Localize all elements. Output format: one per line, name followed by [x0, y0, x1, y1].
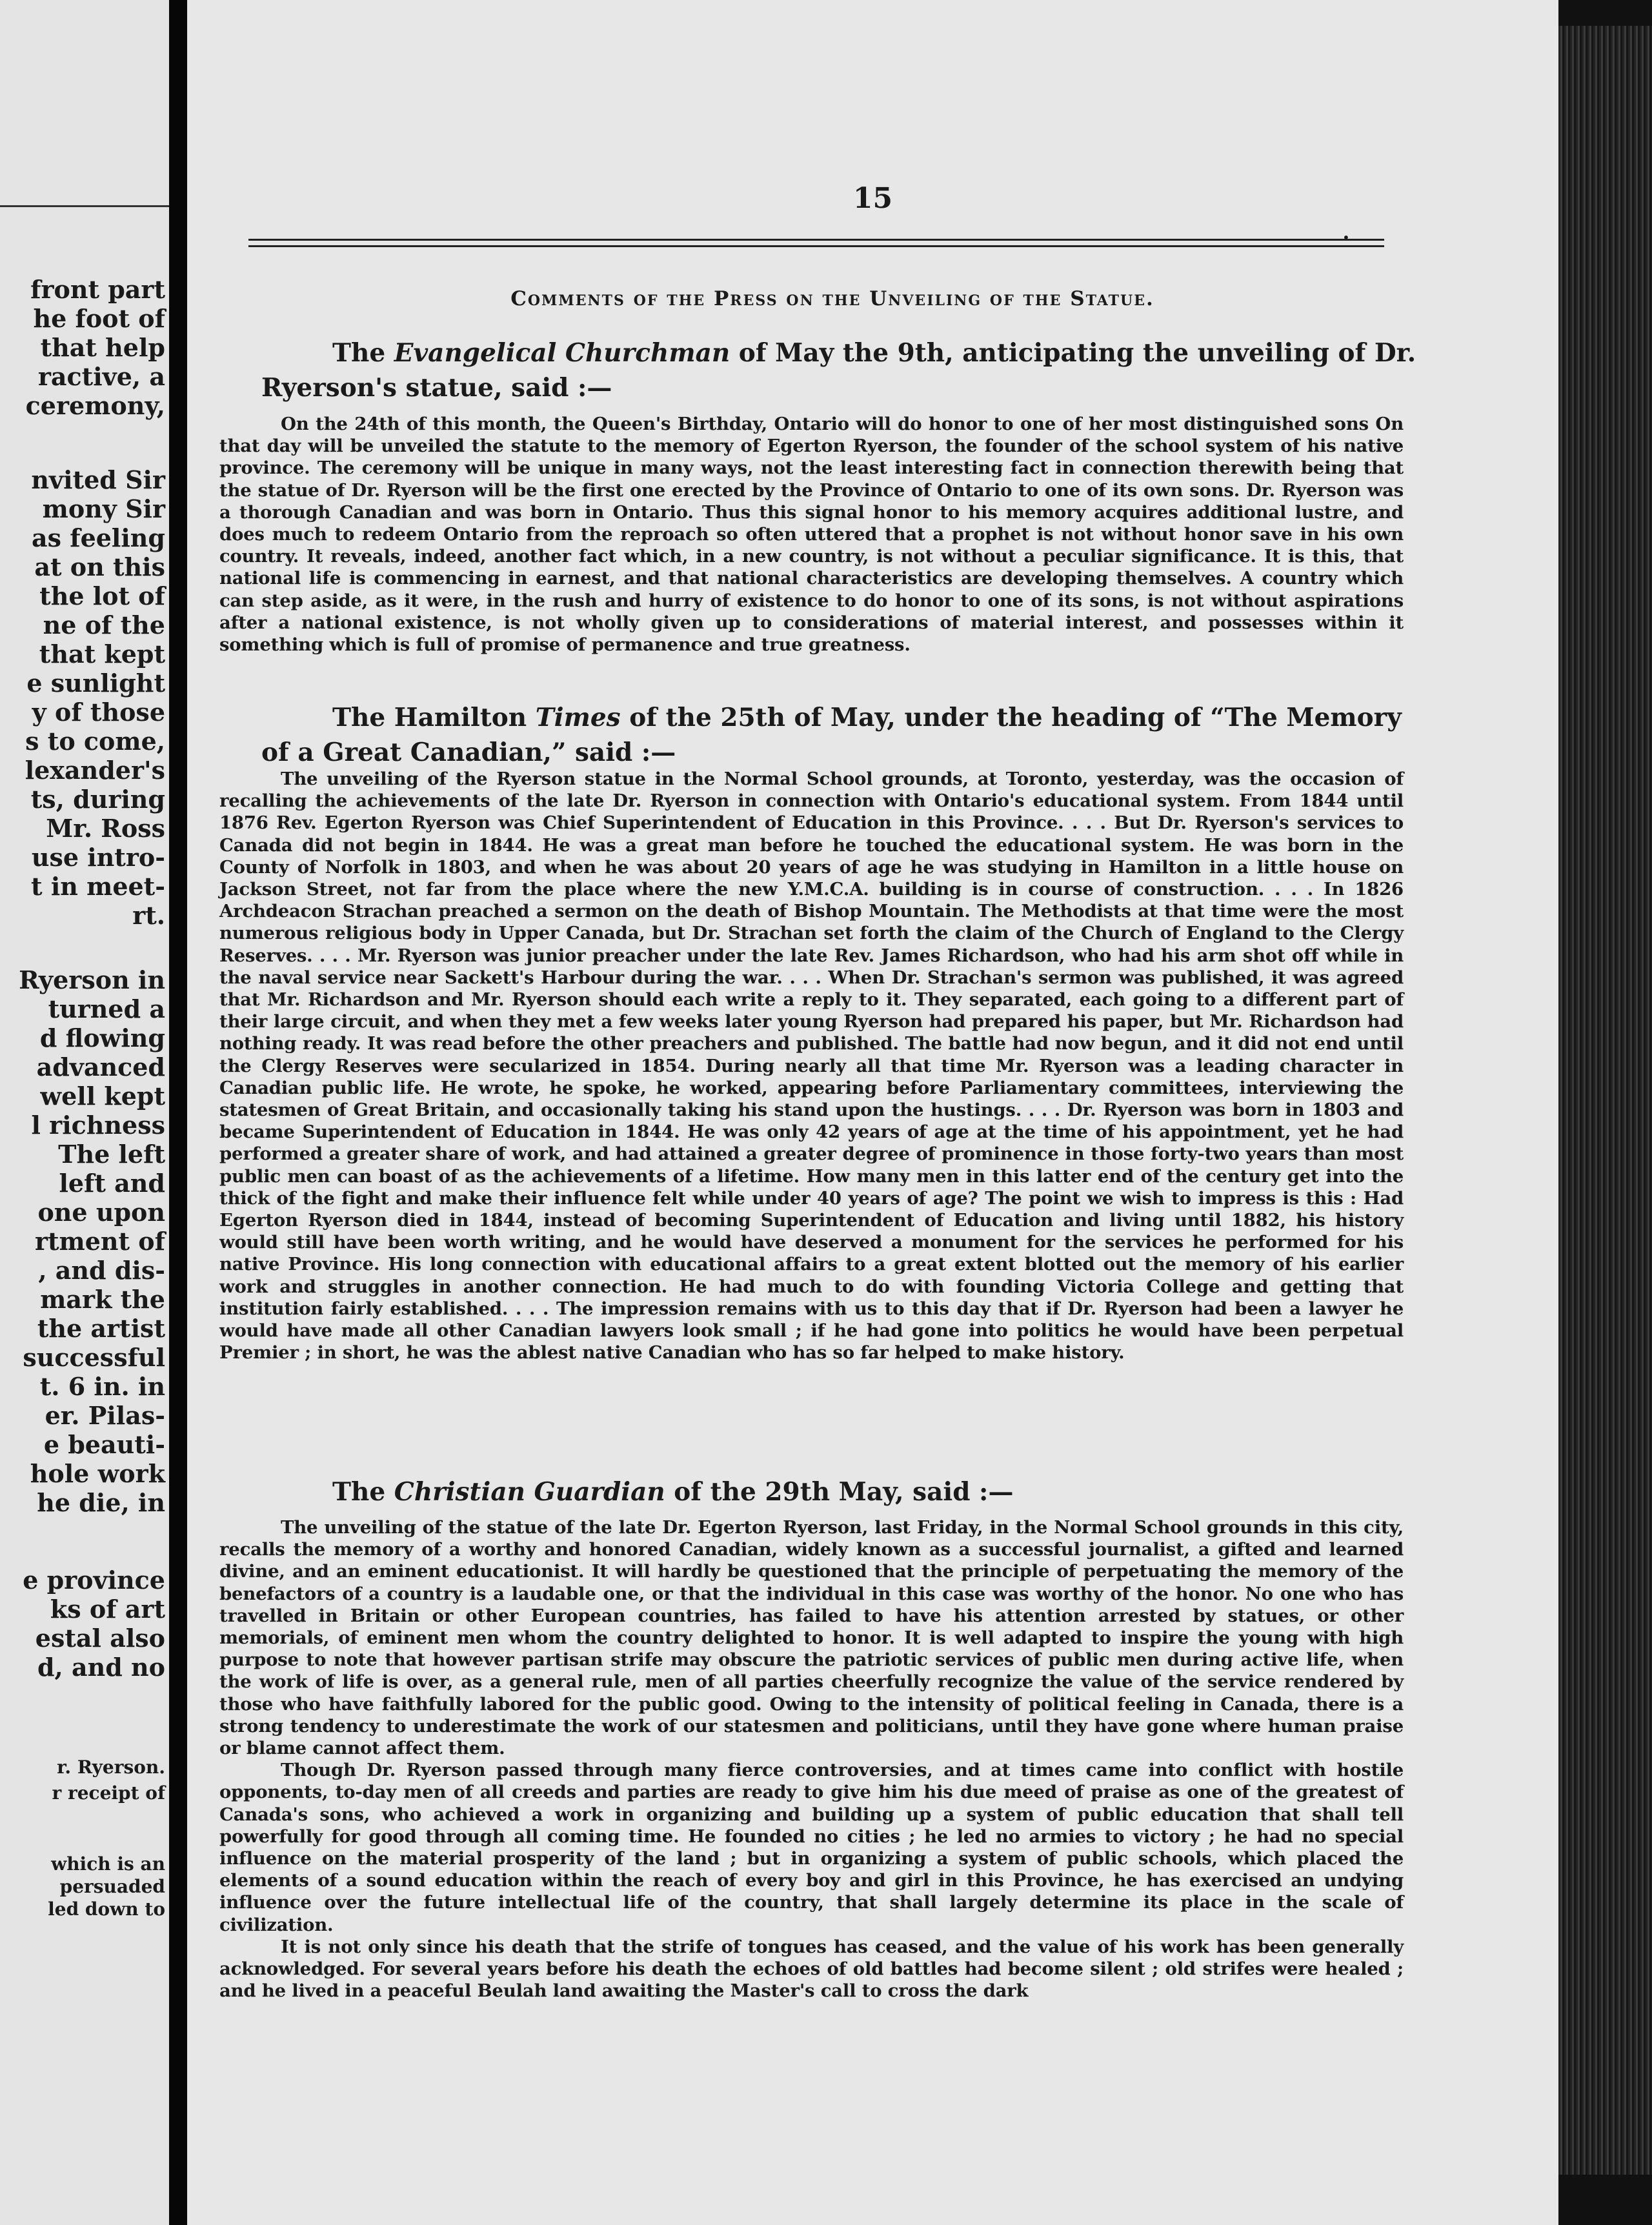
rule-ornament: • — [1342, 230, 1350, 245]
facing-page-line: hole work — [30, 1459, 165, 1488]
facing-page-line: e beauti- — [43, 1430, 165, 1459]
book-page — [187, 0, 1558, 2225]
facing-page-line: estal also — [35, 1624, 165, 1653]
facing-page-line: t. 6 in. in — [39, 1372, 165, 1401]
facing-page-line: , and dis- — [38, 1256, 165, 1285]
intro-christian-guardian: The Christian Guardian of the 29th May, said :— — [332, 1477, 1014, 1507]
facing-page-line: led down to — [48, 1898, 165, 1920]
quote-paragraph: On the 24th of this month, the Queen's Birthday, Ontario will do honor to one of her most distinguished sons On that day will be unveiled the statute to the memory of Egerton Ryerson, the founder of the school system of his native province. The ceremony will be unique in many ways, not the least interesting fact in connection therewith being that the statue of Dr. Ryerson will be the first one erected by the Province of Ontario to one of its own sons. Dr. Ryerson was a thorough Canadian and was born in Ontario. Thus this signal honor to his memory acquires additional lustre, and does much to redeem Ontario from the reproach so often uttered that a prophet is not without honor save in his own country. It reveals, indeed, another fact which, in a new country, is not without a peculiar significance. It is this, that national life is commencing in earnest, and that national characteristics are developing themselves. A country which can step aside, as it were, in the rush and hurry of existence to do honor to one of its sons, is not without aspirations after a national existence, is not wholly given up to considerations of material interest, and possesses within it something which is full of promise of permanence and true greatness. — [219, 414, 1404, 656]
facing-page-line: use intro- — [31, 843, 165, 872]
facing-page-line: ne of the — [43, 610, 165, 639]
facing-page-line: left and — [59, 1169, 165, 1198]
publication-name: Times — [535, 703, 621, 732]
facing-page-line: which is an — [51, 1853, 165, 1875]
facing-page-line: advanced — [36, 1052, 165, 1082]
facing-page-line: rtment of — [34, 1227, 165, 1256]
quote-paragraph: Though Dr. Ryerson passed through many fierce controversies, and at times came into conflict with hostile opponents, to-day men of all creeds and parties are ready to give him his due meed of praise as one of the greatest of Canada's sons, who achieved a work in organizing and building up a system of public education that shall tell powerfully for good through all coming time. He founded no cities ; he led no armies to victory ; he had no special influence on the material prosperity of the land ; but in organizing a system of public schools, which placed the elements of a sound education within the reach of every boy and girl in this Province, he has exercised an undying influence over the future intellectual life of the country, that shall largely determine its place in the scale of civilization. — [219, 1760, 1404, 1935]
facing-page-line: successful — [23, 1343, 165, 1372]
page-number: 15 — [852, 182, 893, 215]
intro-evangelical-churchman: The Evangelical Churchman of May the 9th, anticipating the unveiling of Dr. Ryerson's statue, said :— — [261, 338, 1416, 403]
facing-page-line: ceremony, — [25, 391, 165, 420]
facing-page-line: e sunlight — [26, 669, 165, 698]
facing-page-line: turned a — [48, 994, 165, 1023]
facing-page-rule — [0, 205, 169, 207]
facing-page-line: front part — [30, 275, 165, 304]
facing-page-line: as feeling — [31, 523, 165, 552]
quote-evangelical-churchman — [219, 413, 1404, 656]
facing-page-line: that help — [40, 333, 165, 362]
facing-page-line: y of those — [32, 698, 165, 727]
book-gutter — [169, 0, 187, 2225]
section-heading: Comments of the Press on the Unveiling of the Statue. — [510, 287, 1154, 310]
facing-page-line: ks of art — [50, 1595, 165, 1624]
facing-page-line: he die, in — [37, 1488, 165, 1517]
facing-page-line: The left — [58, 1140, 165, 1169]
quote-hamilton-times — [219, 768, 1404, 1364]
facing-page-line: er. Pilas- — [45, 1401, 165, 1430]
facing-page-line: Mr. Ross — [46, 814, 165, 843]
facing-page-line: t in meet- — [31, 872, 165, 901]
facing-page-line: that kept — [39, 639, 165, 669]
facing-page-line: lexander's — [25, 756, 165, 785]
facing-page-line: ractive, a — [37, 362, 165, 391]
quote-paragraph: The unveiling of the statue of the late Dr. Egerton Ryerson, last Friday, in the Normal School grounds in this city, recalls the memory of a worthy and honored Canadian, widely known as a successful journalist, a gifted and learned divine, and an eminent educationist. It will hardly be questioned that the principle of perpetuating the memory of the benefactors of a country is a laudable one, or that the individual in this case was worthy of the honor. No one who has travelled in Britain or other European countries, has failed to have his attention arrested by statues, or other memorials, of eminent men whom the country delighted to honor. It is well adapted to inspire the young with high purpose to note that however partisan strife may obscure the patriotic services of public men during active life, when the work of life is over, as a general rule, men of all parties cheerfully recognize the value of the service rendered by those who have faithfully labored for the public good. Owing to the intensity of political feeling in Canada, there is a strong tendency to underestimate the work of our statesmen and politicians, until they have gone where human praise or blame cannot affect them. — [219, 1517, 1404, 1759]
facing-page-line: Ryerson in — [19, 965, 165, 994]
intro-hamilton-times: The Hamilton Times of the 25th of May, under the heading of “The Memory of a Great Canadian,” said :— — [261, 703, 1402, 767]
stacked-page-edges — [1558, 26, 1652, 2175]
quote-christian-guardian — [219, 1516, 1404, 2002]
publication-name: Evangelical Churchman — [394, 338, 730, 368]
header-rule — [248, 239, 1384, 241]
quote-paragraph: It is not only since his death that the strife of tongues has ceased, and the value of his work has been generally acknowledged. For several years before his death the echoes of old battles had become silent ; old strifes were healed ; and he lived in a peaceful Beulah land awaiting the Master's call to cross the dark — [219, 1936, 1404, 2002]
facing-page-line: mark the — [40, 1285, 165, 1314]
facing-page-line: d flowing — [39, 1023, 165, 1052]
facing-page-line: one upon — [37, 1198, 165, 1227]
facing-page-line: e province — [23, 1566, 165, 1595]
facing-page-line: the artist — [37, 1314, 165, 1343]
facing-page-line: d, and no — [37, 1653, 165, 1682]
facing-page-line: r. Ryerson. — [57, 1757, 165, 1778]
facing-page-fragment — [0, 0, 169, 2225]
quote-paragraph: The unveiling of the Ryerson statue in the Normal School grounds, at Toronto, yesterday, was the occasion of recalling the achievements of the late Dr. Ryerson in connection with Ontario's educational system. From 1844 until 1876 Rev. Egerton Ryerson was Chief Superintendent of Education in this Province. . . . But Dr. Ryerson's services to Canada did not begin in 1844. He was a great man before he touched the educational system. He was born in the County of Norfolk in 1803, and when he was about 20 years of age he was studying in Hamilton in a little house on Jackson Street, not far from the place where the new Y.M.C.A. building is in course of construction. . . . In 1826 Archdeacon Strachan preached a sermon on the death of Bishop Mountain. The Methodists at that time were the most numerous religious body in Upper Canada, but Dr. Strachan set forth the claim of the Church of England to the Clergy Reserves. . . . Mr. Ryerson was junior preacher under the late Rev. James Richardson, who had his arm shot off while in the naval service near Sackett's Harbour during the war. . . . When Dr. Strachan's sermon was published, it was agreed that Mr. Richardson and Mr. Ryerson should each write a reply to it. They separated, each going to a different part of their large circuit, and when they met a few weeks later young Ryerson had prepared his paper, but Mr. Richardson had nothing ready. It was read before the other preachers and published. The battle had now begun, and it did not end until the Clergy Reserves were secularized in 1854. During nearly all that time Mr. Ryerson was a leading character in Canadian public life. He wrote, he spoke, he worked, appearing before Parliamentary committees, interviewing the statesmen of Great Britain, and occasionally taking his stand upon the hustings. . . . Dr. Ryerson was born in 1803 and became Superintendent of Education in 1844. He was only 42 years of age at the time of his appointment, yet he had performed a greater share of work, and had attained a greater degree of prominence in those forty-two years than most public men can boast of as the achievements of a lifetime. How many men in this latter end of the century get into the thick of the fight and make their influence felt while under 40 years of age? The point we wish to impress is this : Had Egerton Ryerson died in 1844, instead of becoming Superintendent of Education and living until 1882, his history would still have been worth writing, and he would have deserved a monument for the services he performed for his native Province. His long connection with educational affairs to a great extent blotted out the memory of his earlier work and struggles in another connection. He had much to do with founding Victoria College and getting that institution fairly established. . . . The impression remains with us to this day that if Dr. Ryerson had been a lawyer he would have made all other Canadian lawyers look small ; if he had gone into politics he would have been perpetual Premier ; in short, he was the ablest native Canadian who has so far helped to make history. — [219, 769, 1404, 1364]
facing-page-line: at on this — [34, 552, 165, 581]
facing-page-line: he foot of — [33, 304, 165, 333]
facing-page-line: nvited Sir — [31, 465, 165, 494]
header-rule-double — [248, 245, 1384, 247]
facing-page-line: persuaded — [59, 1876, 165, 1897]
facing-page-line: the lot of — [39, 581, 165, 610]
facing-page-line: mony Sir — [42, 494, 165, 523]
publication-name: Christian Guardian — [394, 1477, 665, 1507]
facing-page-line: ts, during — [30, 785, 165, 814]
facing-page-line: rt. — [132, 901, 165, 930]
facing-page-line: s to come, — [25, 727, 165, 756]
facing-page-line: well kept — [40, 1082, 165, 1111]
facing-page-line: l richness — [31, 1111, 165, 1140]
facing-page-line: r receipt of — [52, 1782, 165, 1804]
